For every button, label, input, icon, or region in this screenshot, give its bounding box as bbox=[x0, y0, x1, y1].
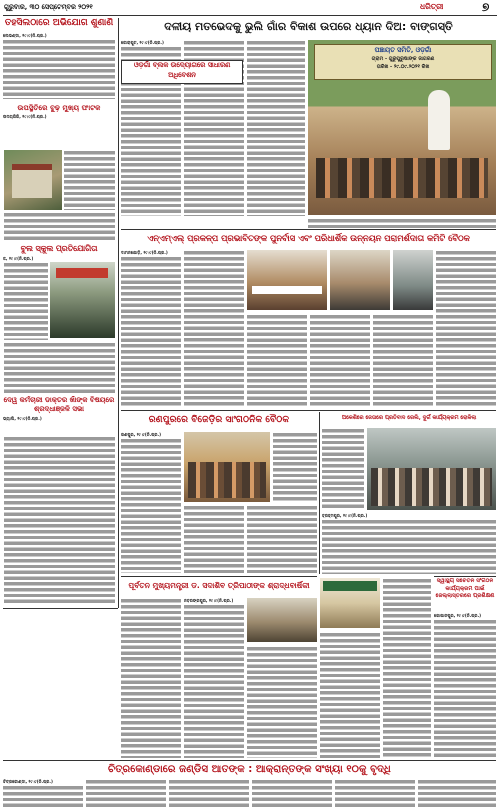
ranpur-body-3 bbox=[247, 505, 317, 573]
lead-photo-caption bbox=[308, 218, 496, 228]
health-dateline: ଗୋପାଳପୁର, ୨୯।୯(ନି.ପ୍ର.) bbox=[434, 613, 482, 618]
bottom-top-rule bbox=[3, 608, 118, 609]
chitrakonda-body-3 bbox=[169, 779, 249, 807]
ranpur-right-rule bbox=[319, 412, 320, 574]
banner-line-3: ତାରିଖ - ୨୯.୦୯.୨୦୨୧ ରିଖ bbox=[376, 64, 430, 70]
tahsil-headline: ତହସିଲଠାରେ ଅଭିଯୋଗ ଶୁଣାଣି bbox=[4, 18, 114, 28]
workers-body bbox=[4, 436, 115, 604]
minister-dateline: ଉଦୟଗିରି, ୨୯।୯(ନି.ପ୍ର.) bbox=[3, 113, 47, 119]
ranpur-body-4 bbox=[273, 432, 317, 502]
protest-dateline: ବ୍ରହ୍ମପୁର, ୨୯।୯(ନି.ପ୍ର.) bbox=[322, 513, 368, 518]
chitrakonda-story bbox=[3, 762, 496, 778]
protest-body-2 bbox=[322, 519, 496, 574]
competition-photo bbox=[50, 262, 115, 338]
workers-dateline: ଭ୍ୟାଲି, ୨୯।୯(ନି.ପ୍ର.) bbox=[3, 416, 42, 421]
health-story bbox=[434, 578, 496, 612]
event-photo bbox=[320, 578, 380, 628]
protest-photo bbox=[367, 428, 496, 510]
nml-story bbox=[121, 231, 496, 249]
masthead-rule bbox=[3, 15, 497, 16]
competition-body-2 bbox=[4, 342, 115, 394]
meeting-table bbox=[252, 286, 322, 294]
chitrakonda-body-2 bbox=[86, 779, 166, 807]
stage-banner bbox=[314, 44, 492, 80]
chitrakonda-rule bbox=[3, 760, 496, 761]
former-cm-photo-1 bbox=[247, 598, 317, 642]
paper-name: ଧରିତ୍ରୀ bbox=[420, 2, 444, 11]
protest-headline: ଅକେଶିରେ ଜେତାରେ ପ୍ରତିବାଦ ରେଲି, ଦୁର୍ଗ କାର୍ଯ୍ୟକ୍ରମ ରୋକିଲା bbox=[341, 415, 477, 421]
ranpur-body-2 bbox=[184, 505, 244, 573]
ranpur-headline: ରଣପୁରରେ ବିଜେଡ଼ିର ସାଂଗଠନିକ ବୈଠକ bbox=[148, 414, 290, 425]
chitrakonda-body-6 bbox=[418, 779, 496, 807]
page-number: ୭ bbox=[482, 0, 490, 14]
building-shape bbox=[12, 164, 52, 198]
nml-body-6 bbox=[436, 250, 496, 406]
block-subhead: ଓଡ଼ଗାଁ ବ୍ଲକ ଉଦ୍ୟୋଗରେ ସାଧାରଣ ଅଧିବେଶନ bbox=[133, 61, 231, 79]
chitrakonda-body-1 bbox=[3, 785, 83, 807]
competition-body bbox=[4, 262, 48, 340]
lead-body-3 bbox=[247, 40, 305, 216]
workers-story bbox=[3, 396, 115, 436]
minister-headline: ଉପସ୍ଥିତିରେ ବୁଢ଼ ମୁଖ୍ୟ ଫାଟକ bbox=[17, 102, 101, 112]
nml-photo-2 bbox=[330, 250, 390, 310]
nml-body-5 bbox=[373, 314, 433, 406]
tahsil-dateline: ଲେଭଣ୍ଡା, ୨୯।୯(ନି.ପ୍ର.) bbox=[3, 33, 47, 38]
former-cm-story bbox=[121, 578, 317, 596]
protest-story bbox=[322, 412, 496, 426]
ranpur-story bbox=[121, 412, 317, 430]
event-banner bbox=[323, 581, 377, 591]
competition-headline: ବୁଲ ସ୍କୁଲ ପ୍ରତିଯୋଗିତା bbox=[20, 244, 98, 253]
nml-bottom-rule bbox=[121, 410, 496, 411]
ranpur-photo bbox=[184, 432, 270, 502]
masthead bbox=[0, 0, 500, 16]
former-cm-headline: ପୂର୍ବତନ ମୁଖ୍ୟମନ୍ତ୍ରୀ ଡ. ସଦାଶିବ ତ୍ରିପାଠୀଙ୍କ ଶ୍ରାଦ୍ଧବାର୍ଷିକୀ bbox=[128, 581, 310, 590]
chitrakonda-dateline: ଚିତ୍ରକୋଣ୍ଡା, ୨୯।୯(ନି.ପ୍ର.) bbox=[3, 779, 53, 784]
lead-dateline: କୋରାପୁଟ, ୨୯।୯(ନି.ପ୍ର.) bbox=[121, 40, 164, 45]
ranpur-dateline: ରଣପୁର, ୨୯।୯(ନି.ପ୍ର.) bbox=[121, 432, 162, 437]
chitrakonda-body-4 bbox=[252, 779, 332, 807]
audience-row bbox=[316, 158, 488, 198]
nml-body-4 bbox=[310, 314, 370, 406]
ranpur-body-1 bbox=[121, 438, 181, 573]
nml-body-3 bbox=[247, 314, 307, 406]
block-subhead-box bbox=[121, 60, 243, 84]
protest-crowd bbox=[371, 468, 492, 506]
nml-headline: ଏନ୍‌ଏମ୍‌ଏଲ୍ ପ୍ରକଳ୍ପ ପ୍ରଭାବିତଙ୍କ ପୁନର୍ବାସ ଏବଂ ପରିଧାର୍ଶିକ ଉନ୍ନୟନ ପରାମର୍ଶଦାତା କମିଟି ବୈଠକ bbox=[147, 233, 470, 243]
event-body bbox=[320, 632, 380, 758]
former-cm-body-1 bbox=[121, 598, 181, 758]
chitrakonda-headline: ଚିତ୍ରକୋଣ୍ଡାରେ ଜଣ୍ଡିସ ଆତଙ୍କ : ଆକ୍ରାନ୍ତଙ୍କ ସଂଖ୍ୟା ୧୦କୁ ବୃଦ୍ଧି bbox=[108, 764, 391, 775]
former-cm-body-3 bbox=[247, 646, 317, 758]
ranpur-bottom-rule bbox=[121, 576, 317, 577]
speaker-figure bbox=[428, 90, 450, 150]
tahsil-body bbox=[3, 39, 115, 99]
former-cm-body-2 bbox=[184, 604, 244, 758]
nml-dateline: ଦାମନଯୋଡ଼ି, ୨୯।୯(ନି.ପ୍ର.) bbox=[121, 250, 168, 255]
middle-body-col bbox=[383, 578, 431, 758]
banner-line-1: ପଞ୍ଚାୟତ ସମିତି, ଓଡ଼ଗାଁ bbox=[374, 46, 432, 54]
nml-body-2 bbox=[184, 250, 244, 406]
minister-body bbox=[64, 150, 115, 210]
lead-photo bbox=[308, 40, 496, 215]
protest-body-1 bbox=[322, 428, 364, 510]
former-cm-dateline: ନବରଙ୍ଗପୁର, ୨୯।୯(ନି.ପ୍ର.) bbox=[184, 598, 234, 603]
chitrakonda-body-5 bbox=[335, 779, 415, 807]
health-headline: ସ୍ୱାସ୍ଥ୍ୟ ସଚେତନ ସଂଗଠନ କାର୍ଯ୍ୟକ୍ରମ ପାଇଁ ଜେଲ୍ଲାସ୍ତରରେ ପ୍ରଶିକ୍ଷଣ bbox=[435, 578, 495, 599]
nml-photo-1 bbox=[247, 250, 327, 310]
health-top-rule bbox=[434, 576, 496, 577]
minister-photo bbox=[4, 150, 62, 210]
masthead-date: ଗୁରୁବାର, ୩୦ ସେପ୍ଟେମ୍ବର ୨୦୨୧ bbox=[4, 3, 93, 11]
workers-headline: ଦେୱ କର୍ମଚାରୀ ଡାକ୍ତର ଖାଁଙ୍କ ବିଷୟରେ ଶ୍ରଦ୍ଧାଞ୍ଜଳି ସଭା bbox=[3, 396, 115, 413]
health-body bbox=[434, 619, 496, 758]
crowd-row bbox=[188, 462, 266, 498]
competition-dateline: ଜ, ୨୯।୯(ନି.ପ୍ର.) bbox=[3, 256, 34, 261]
nml-photo-3 bbox=[393, 250, 433, 310]
banner-line-2: ଗ୍ରାମ - ଗୁରୁପୁରୁଷାଙ୍କ ଜାଗରଣ bbox=[371, 56, 435, 62]
lead-bottom-rule bbox=[121, 229, 496, 230]
minister-body-2 bbox=[4, 212, 115, 242]
left-column-rule bbox=[118, 18, 119, 608]
banner-strip bbox=[56, 268, 108, 278]
nml-body-1 bbox=[121, 256, 181, 406]
lead-headline: ଦଳୀୟ ମତଭେଦକୁ ଭୁଲି ଗାଁର ବିକାଶ ଉପରେ ଧ୍ୟାନ ଦିଅ: ବାଙ୍ଗସ୍ତି bbox=[164, 20, 453, 33]
